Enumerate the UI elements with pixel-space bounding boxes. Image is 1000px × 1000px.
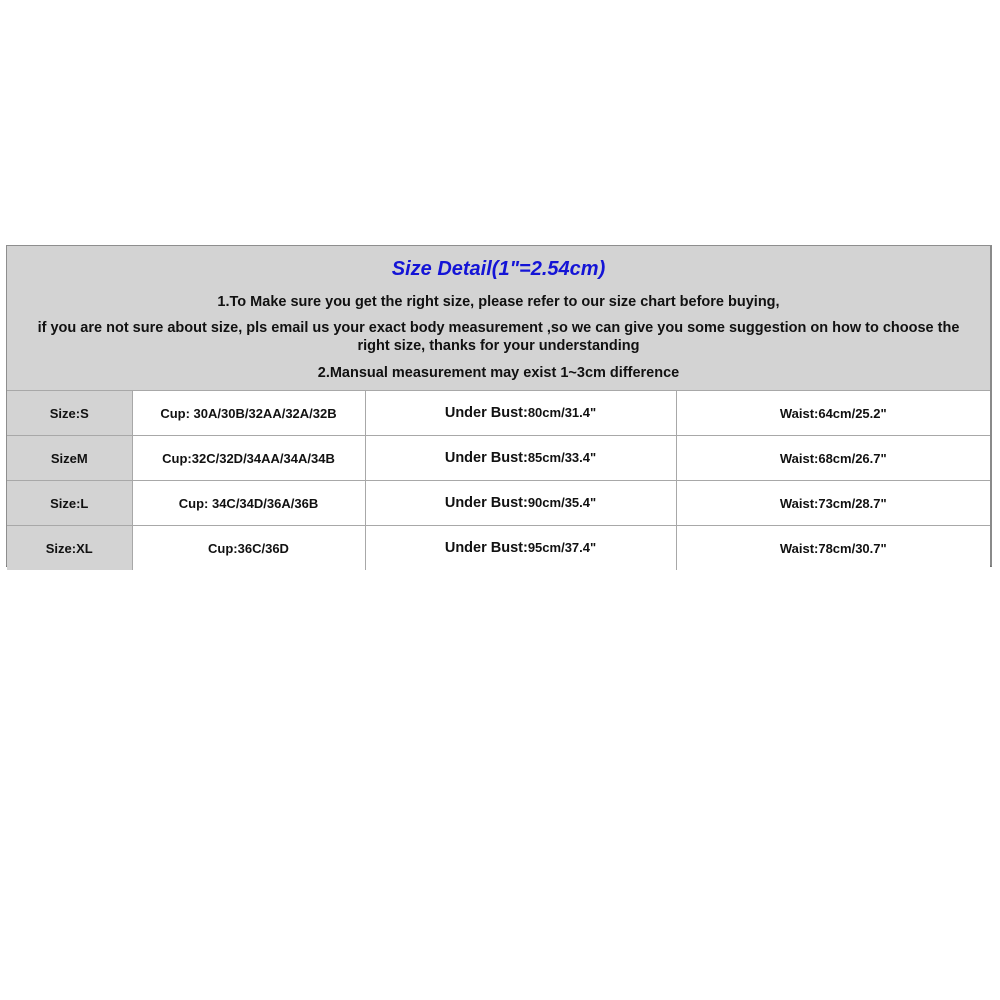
cup-sizes: Cup: 30A/30B/32AA/32A/32B bbox=[132, 391, 365, 436]
under-bust bbox=[365, 391, 676, 436]
under-bust-value: 95cm/37.4" bbox=[527, 540, 597, 555]
cup-sizes: Cup:36C/36D bbox=[132, 526, 365, 571]
under-bust bbox=[365, 526, 676, 571]
under-bust-value: 90cm/35.4" bbox=[527, 495, 597, 510]
size-label: Size:S bbox=[7, 391, 132, 436]
size-chart bbox=[6, 245, 992, 567]
waist: Waist:64cm/25.2" bbox=[676, 391, 990, 436]
cup-sizes: Cup: 34C/34D/36A/36B bbox=[132, 481, 365, 526]
waist: Waist:68cm/26.7" bbox=[676, 436, 990, 481]
size-table bbox=[7, 390, 990, 570]
size-chart-header bbox=[7, 246, 990, 390]
table-row bbox=[7, 391, 990, 436]
table-row bbox=[7, 436, 990, 481]
instruction-line-1: 1.To Make sure you get the right size, please refer to our size chart before buying, bbox=[217, 294, 780, 310]
size-label: SizeM bbox=[7, 436, 132, 481]
under-bust-value: 80cm/31.4" bbox=[527, 405, 597, 420]
instruction-line-2: if you are not sure about size, pls email us your exact body measurement ,so we can give you some suggestion on how to choose the right size, thanks for your understanding bbox=[37, 320, 960, 354]
instruction-line-3: 2.Mansual measurement may exist 1~3cm difference bbox=[317, 365, 680, 381]
size-label: Size:L bbox=[7, 481, 132, 526]
under-bust-label: Under Bust: bbox=[444, 540, 528, 556]
waist: Waist:73cm/28.7" bbox=[676, 481, 990, 526]
under-bust bbox=[365, 436, 676, 481]
cup-sizes: Cup:32C/32D/34AA/34A/34B bbox=[132, 436, 365, 481]
table-row bbox=[7, 481, 990, 526]
table-row bbox=[7, 526, 990, 571]
under-bust-label: Under Bust: bbox=[444, 450, 528, 466]
under-bust-label: Under Bust: bbox=[444, 495, 528, 511]
size-label: Size:XL bbox=[7, 526, 132, 571]
under-bust-label: Under Bust: bbox=[444, 405, 528, 421]
size-chart-title: Size Detail(1"=2.54cm) bbox=[391, 258, 606, 280]
under-bust bbox=[365, 481, 676, 526]
under-bust-value: 85cm/33.4" bbox=[527, 450, 597, 465]
waist: Waist:78cm/30.7" bbox=[676, 526, 990, 571]
